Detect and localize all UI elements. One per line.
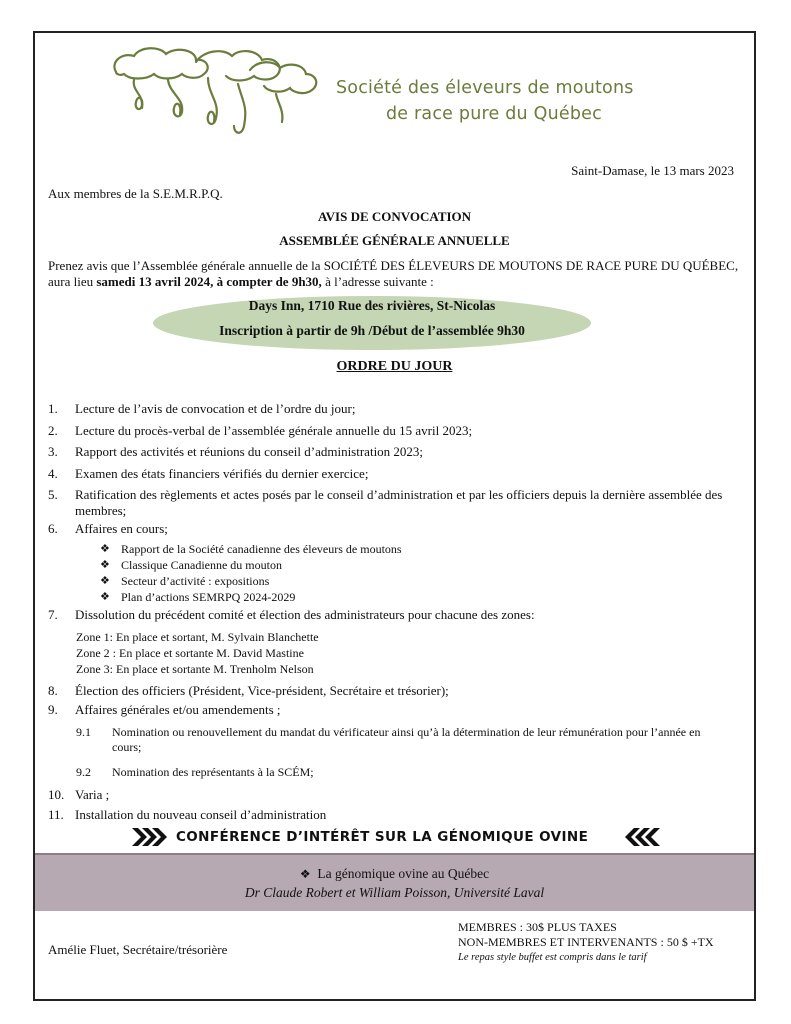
intro-text-2: à l’adresse suivante : (321, 274, 434, 289)
agenda-heading: ORDRE DU JOUR (336, 359, 453, 374)
date-line: Saint-Damase, le 13 mars 2023 (571, 163, 734, 178)
diamond-bullet-icon: ❖ (100, 575, 110, 587)
intro-text-1: Prenez avis que l’Assemblée générale annuelle de la SOCIÉTÉ DES ÉLEVEURS DE MOUTONS DE RACE PURE DU QUÉBEC, aura lieu (48, 258, 739, 289)
diamond-bullet-icon: ❖ (299, 867, 311, 881)
intro-date-bold: samedi 13 avril 2024, à compter de 9h30, (96, 274, 322, 289)
conference-topic: ❖ La génomique ovine au Québec (299, 866, 490, 881)
conference-banner (35, 853, 754, 911)
conference-speakers: Dr Claude Robert et William Poisson, Université Laval (244, 885, 545, 900)
org-name-line2: de race pure du Québec (386, 104, 602, 124)
venue-address: Days Inn, 1710 Rue des rivières, St-Nicolas (248, 298, 496, 313)
sheep-logo-icon (108, 42, 338, 142)
meal-note: Le repas style buffet est compris dans le tarif (458, 952, 647, 963)
zone-line: Zone 1: En place et sortant, M. Sylvain Blanchette (76, 630, 319, 644)
diamond-bullet-icon: ❖ (100, 591, 110, 603)
price-members: MEMBRES : 30$ PLUS TAXES (458, 920, 617, 934)
zone-line: Zone 2 : En place et sortante M. David Mastine (76, 646, 304, 660)
diamond-bullet-icon: ❖ (100, 559, 110, 571)
title-assemblee: ASSEMBLÉE GÉNÉRALE ANNUELLE (279, 233, 510, 248)
intro-paragraph (48, 258, 748, 290)
recipient-line: Aux membres de la S.E.M.R.P.Q. (48, 186, 223, 201)
org-name-line1: Société des éleveurs de moutons (336, 78, 634, 98)
chevrons-left-icon (624, 826, 660, 848)
zone-line: Zone 3: En place et sortante M. Trenholm Nelson (76, 662, 314, 676)
signature: Amélie Fluet, Secrétaire/trésorière (48, 942, 228, 957)
chevrons-right-icon (132, 826, 168, 848)
price-nonmembers: NON-MEMBRES ET INTERVENANTS : 50 $ +TX (458, 935, 714, 949)
title-avis: AVIS DE CONVOCATION (317, 209, 472, 224)
diamond-bullet-icon: ❖ (100, 543, 110, 555)
conference-title: CONFÉRENCE D’INTÉRÊT SUR LA GÉNOMIQUE OVINE (176, 829, 589, 845)
venue-schedule: Inscription à partir de 9h /Début de l’assemblée 9h30 (219, 323, 525, 338)
